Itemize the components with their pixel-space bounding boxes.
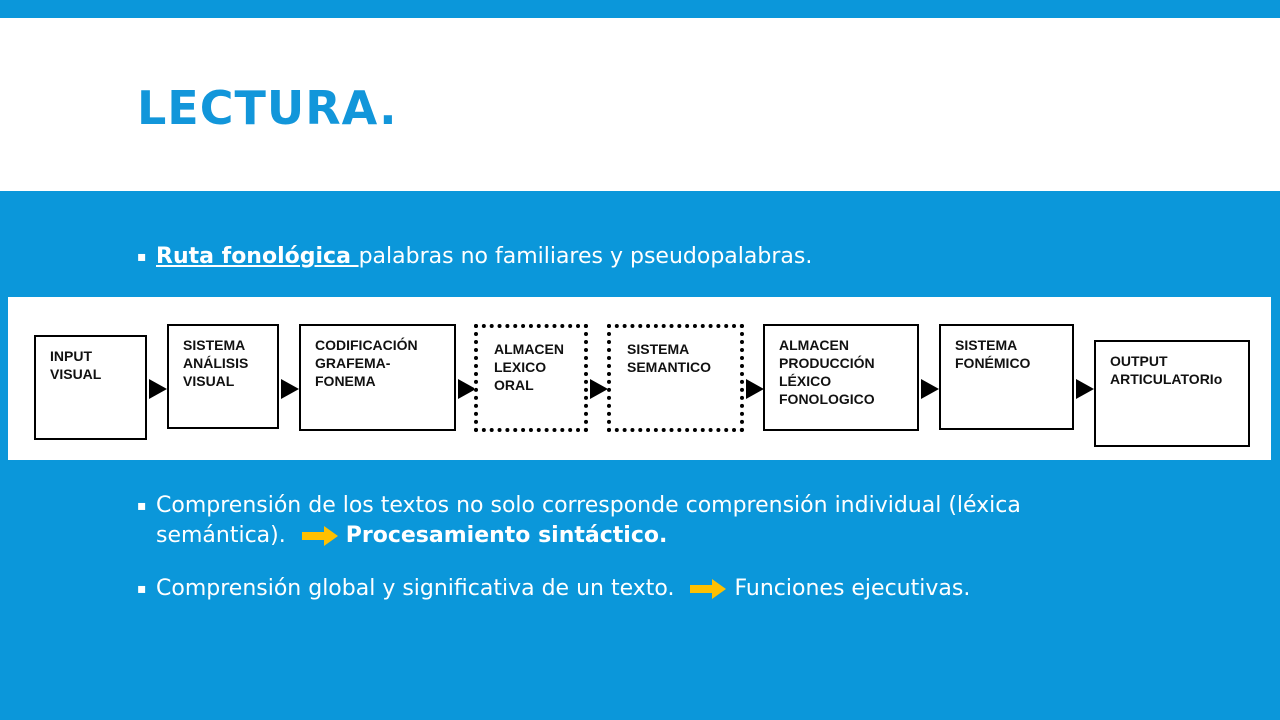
flow-box-output-articulatorio: OUTPUT ARTICULATORIo xyxy=(1094,340,1250,447)
flow-arrow-icon xyxy=(281,379,299,399)
square-bullet-icon: ▪ xyxy=(137,581,147,597)
reading-flow-diagram xyxy=(8,297,1271,460)
bullet-text-line1: Comprensión de los textos no solo corresponde comprensión individual (léxica xyxy=(156,493,1021,518)
flow-box-sistema-analisis-visual: SISTEMA ANÁLISIS VISUAL xyxy=(167,324,279,429)
bullet-text: Comprensión global y significativa de un texto. xyxy=(156,576,675,601)
flow-box-input-visual: INPUT VISUAL xyxy=(34,335,147,440)
square-bullet-icon: ▪ xyxy=(137,249,147,265)
flow-arrow-icon xyxy=(921,379,939,399)
right-arrow-icon xyxy=(302,526,338,546)
flow-arrow-icon xyxy=(1076,379,1094,399)
flow-arrow-icon xyxy=(590,379,608,399)
flow-box-sistema-fonemico: SISTEMA FONÉMICO xyxy=(939,324,1074,430)
bullet-text-line2: semántica). xyxy=(156,523,286,548)
flow-box-sistema-semantico: SISTEMA SEMANTICO xyxy=(607,324,744,432)
flow-box-codificacion-grafema-fonema: CODIFICACIÓN GRAFEMA- FONEMA xyxy=(299,324,456,431)
funciones-ejecutivas-text: Funciones ejecutivas. xyxy=(734,576,971,601)
flow-box-almacen-produccion-lexico-fonologico: ALMACEN PRODUCCIÓN LÉXICO FONOLOGICO xyxy=(763,324,919,431)
procesamiento-sintactico-text: Procesamiento sintáctico. xyxy=(345,523,668,548)
flow-box-almacen-lexico-oral: ALMACEN LEXICO ORAL xyxy=(474,324,588,432)
ruta-fonologica-link[interactable]: Ruta fonológica xyxy=(156,244,359,269)
flow-arrow-icon xyxy=(149,379,167,399)
top-accent-band xyxy=(0,0,1280,18)
right-arrow-icon xyxy=(690,579,726,599)
bullet-text: palabras no familiares y pseudopalabras. xyxy=(358,244,813,269)
square-bullet-icon: ▪ xyxy=(137,498,147,514)
slide-title: LECTURA. xyxy=(137,81,398,135)
flow-arrow-icon xyxy=(746,379,764,399)
